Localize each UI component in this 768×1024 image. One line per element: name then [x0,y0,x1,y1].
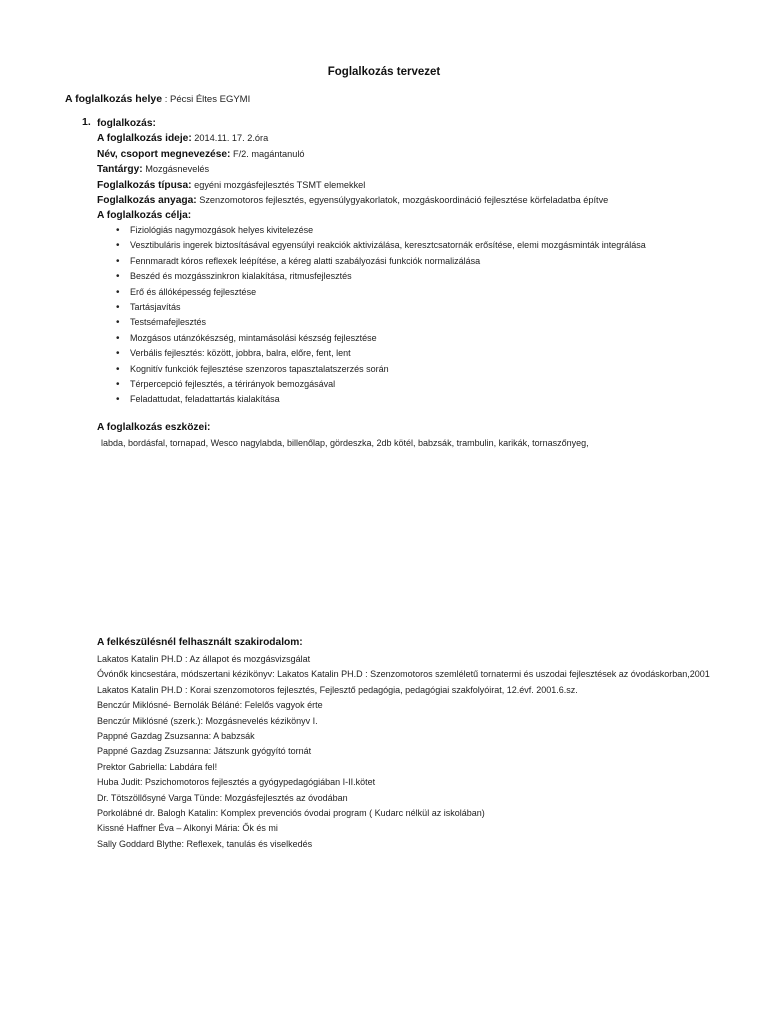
list-item: Benczúr Miklósné- Bernolák Béláné: Felelős vagyok érte [97,700,323,711]
list-item: • Erő és állóképesség fejlesztése [102,285,762,300]
field-label: Név, csoport megnevezése: [97,148,231,160]
place-label: A foglalkozás helye [65,93,163,105]
list-item: • Vesztibuláris ingerek biztosításával egyensúlyi reakciók aktivizálása, keresztcsatornák erősítése, elemi mozgásminták integrálása [102,238,762,253]
list-item: • Mozgásos utánzókészség, mintamásolási készség fejlesztése [102,331,762,346]
field-goal [97,208,757,223]
field-label: Tantárgy: [97,164,143,176]
field-value: F/2. magántanuló [230,148,305,159]
literature-list [97,652,737,852]
list-item: Óvónők kincsestára, módszertani kézikönyv: Lakatos Katalin PH.D : Szenzomotoros szemléletű tornatermi és uszodai fejlesztések az óvodáskorban,2001 [97,669,710,680]
tools-heading: A foglalkozás eszközei: [97,422,211,433]
place-line [65,93,250,105]
list-item: • Fiziológiás nagymozgások helyes kivitelezése [102,223,762,238]
field-label: Foglalkozás típusa: [97,179,192,191]
list-item: Pappné Gazdag Zsuzsanna: A babzsák [97,731,255,742]
tools-text: labda, bordásfal, tornapad, Wesco nagylabda, billenőlap, gördeszka, 2db kötél, babzsák, trambulin, karikák, tornaszőnyeg, [101,438,589,448]
list-item: • Testsémafejlesztés [102,315,762,330]
list-item: • Beszéd és mozgásszinkron kialakítása, ritmusfejlesztés [102,269,762,284]
list-item: • Kognitív funkciók fejlesztése szenzoros tapasztalatszerzés során [102,362,762,377]
list-item: • Térpercepció fejlesztés, a térirányok bemozgásával [102,377,762,392]
field-label: A foglalkozás ideje: [97,133,192,145]
field-value: egyéni mozgásfejlesztés TSMT elemekkel [191,179,366,190]
field-group [97,147,757,162]
list-item: Prektor Gabriella: Labdára fel! [97,761,218,772]
field-time [97,131,757,146]
session-heading-row [97,116,757,131]
session-heading: foglalkozás: [97,118,156,129]
session-block [97,116,757,224]
field-subject [97,162,757,177]
place-value: : Pécsi Éltes EGYMI [162,94,251,105]
list-item: Lakatos Katalin PH.D : Az állapot és mozgásvizsgálat [97,654,311,664]
field-value: Mozgásnevelés [142,164,210,175]
list-item: Sally Goddard Blythe: Reflexek, tanulás és viselkedés [97,838,313,849]
field-label: A foglalkozás célja: [97,210,192,222]
list-item: • Tartásjavítás [102,300,762,315]
field-label: Foglalkozás anyaga: [97,194,197,206]
list-item: Lakatos Katalin PH.D : Korai szenzomotoros fejlesztés, Fejlesztő pedagógia, pedagógiai szakfolyóirat, 12.évf. 2001.6.sz. [97,684,578,695]
list-item: Kissné Haffner Éva – Alkonyi Mária: Ők és mi [97,823,278,834]
field-value: Szenzomotoros fejlesztés, egyensúlygyakorlatok, mozgáskoordináció fejlesztése körfeladatba építve [196,194,609,205]
list-item: Benczúr Miklósné (szerk.): Mozgásnevelés kézikönyv I. [97,715,318,726]
goals-list [102,223,762,408]
session-number: 1. [82,116,91,128]
literature-heading: A felkészülésnél felhasznált szakirodalom: [97,637,303,648]
list-item: Dr. Tötszöllősyné Varga Tünde: Mozgásfejlesztés az óvodában [97,792,348,803]
list-item: Pappné Gazdag Zsuzsanna: Játszunk gyógyító tornát [97,746,312,757]
field-type [97,178,757,193]
list-item: Porkolábné dr. Balogh Katalin: Komplex prevenciós óvodai program ( Kudarc nélkül az iskolában) [97,808,485,819]
list-item: • Fennmaradt kóros reflexek leépítése, a kéreg alatti szabályozási funkciók normalizálása [102,254,762,269]
list-item: • Feladattudat, feladattartás kialakítása [102,392,762,407]
field-material [97,193,757,208]
list-item: • Verbális fejlesztés: között, jobbra, balra, előre, fent, lent [102,346,762,361]
field-value: 2014.11. 17. 2.óra [191,133,269,144]
list-item: Huba Judit: Pszichomotoros fejlesztés a gyógypedagógiában I-II.kötet [97,777,376,788]
document-title: Foglalkozás tervezet [327,66,441,78]
